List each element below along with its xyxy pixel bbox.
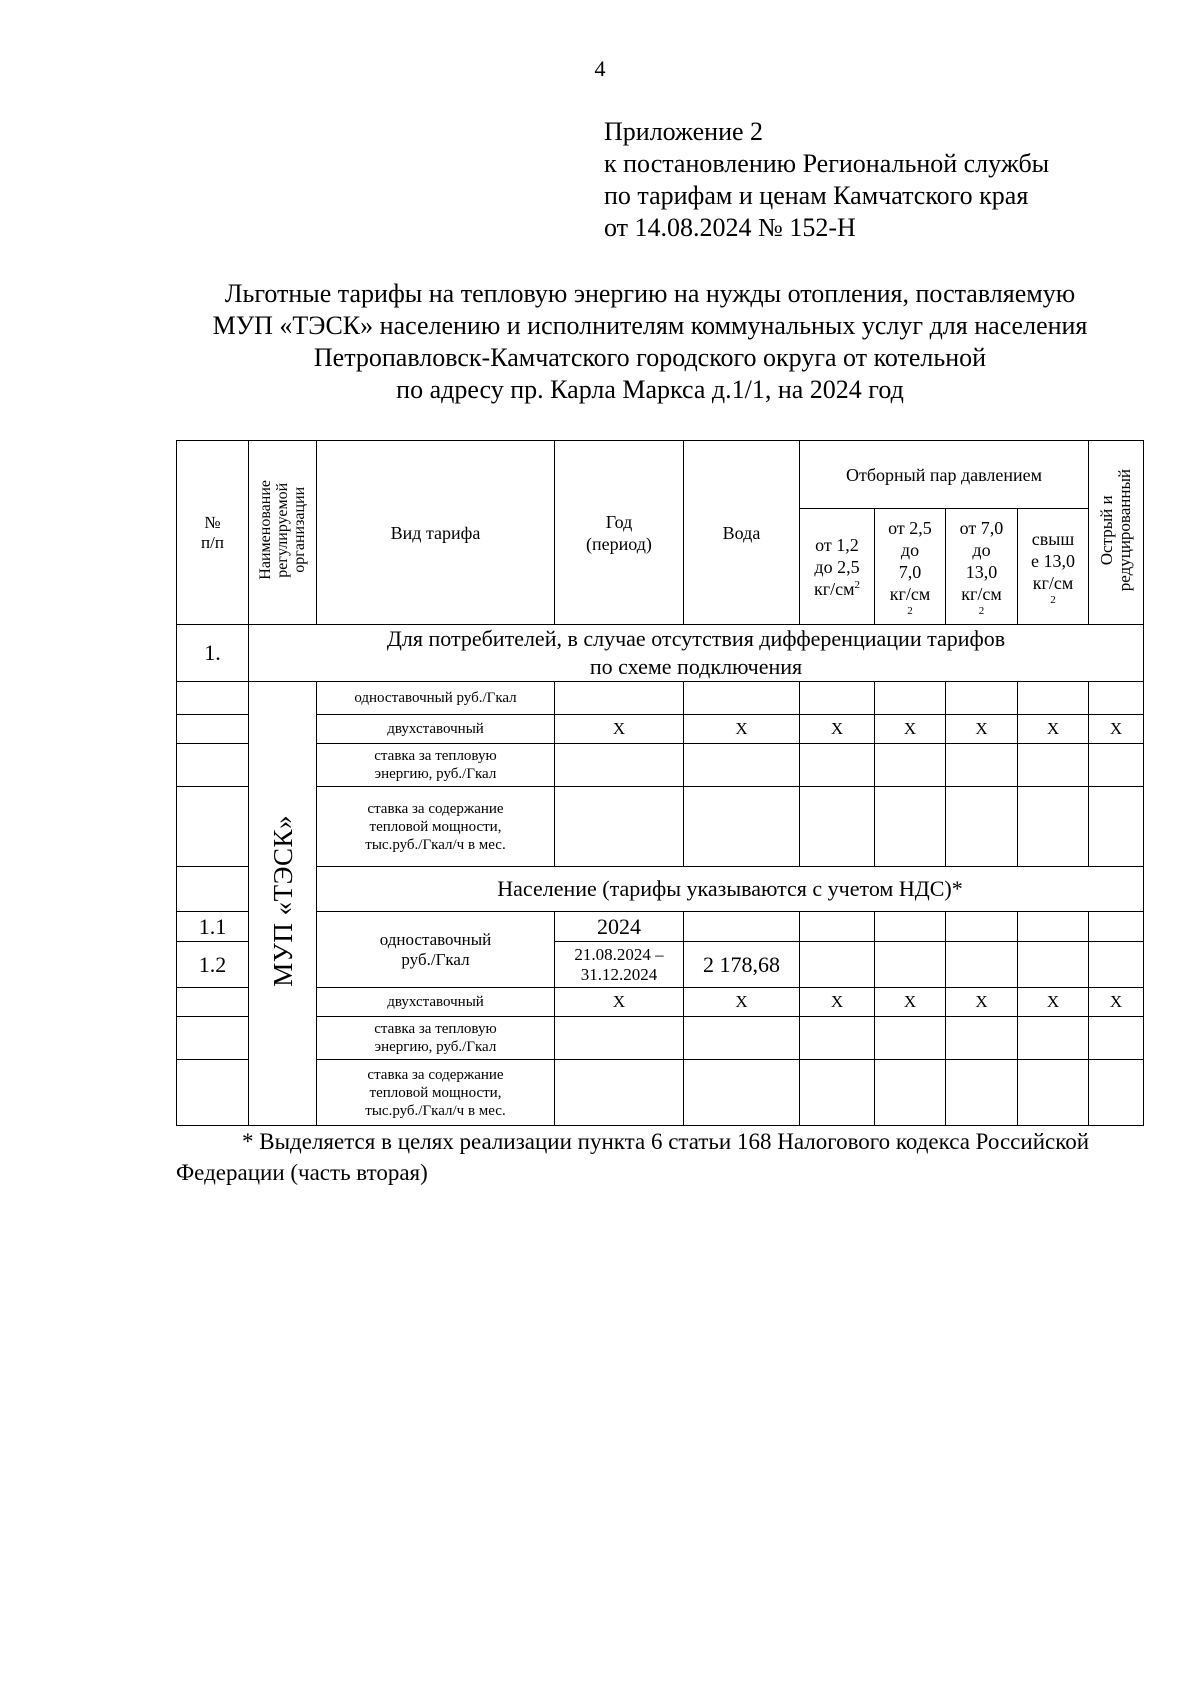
tariff-type-cell: двухставочный	[317, 988, 555, 1017]
period-cell: 21.08.2024 – 31.12.2024	[555, 942, 684, 988]
num-cell: 1.1	[177, 912, 249, 942]
value-cell	[1089, 912, 1144, 942]
value-cell	[800, 1017, 875, 1060]
value-cell	[1089, 1017, 1144, 1060]
footnote-line: Федерации (часть вторая)	[176, 1160, 428, 1185]
tariff-type-cell: ставка за тепловую энергию, руб./Гкал	[317, 744, 555, 787]
table-row	[177, 787, 1144, 867]
title-line: Льготные тарифы на тепловую энергию на нужды отопления, поставляемую	[224, 279, 1076, 308]
value-cell	[800, 682, 875, 715]
x-mark: Х	[946, 988, 1018, 1017]
appendix-header	[604, 116, 1049, 244]
x-mark: Х	[1018, 988, 1089, 1017]
value-cell	[875, 1060, 946, 1126]
value-cell	[946, 787, 1018, 867]
value-cell	[1089, 787, 1144, 867]
num-cell	[177, 787, 249, 867]
value-cell	[946, 682, 1018, 715]
footnote-line: * Выделяется в целях реализации пункта 6 статьи 168 Налогового кодекса Российской	[242, 1129, 1090, 1154]
value-cell	[555, 787, 684, 867]
x-mark: Х	[875, 715, 946, 744]
value-cell	[684, 912, 800, 942]
value-cell	[1089, 942, 1144, 988]
table-row	[177, 912, 1144, 942]
footnote	[176, 1126, 1148, 1188]
tariff-type-cell: ставка за тепловую энергию, руб./Гкал	[317, 1017, 555, 1060]
appendix-line: к постановлению Региональной службы	[604, 149, 1050, 178]
header-year: Год (период)	[555, 441, 684, 625]
value-cell	[684, 744, 800, 787]
section-1-row	[177, 625, 1144, 682]
value-cell	[1018, 1060, 1089, 1126]
value-cell	[875, 942, 946, 988]
header-steam-1: от 1,2 до 2,5 $кг/см^2$	[800, 509, 875, 625]
num-cell	[177, 682, 249, 715]
value-cell	[800, 942, 875, 988]
value-cell	[1018, 744, 1089, 787]
num-cell	[177, 715, 249, 744]
x-mark: Х	[800, 715, 875, 744]
appendix-line: Приложение 2	[604, 117, 764, 146]
x-mark: Х	[946, 715, 1018, 744]
header-steam-sharp: Острый и редуцированный	[1089, 441, 1144, 625]
document-title	[150, 278, 1150, 406]
value-cell	[946, 744, 1018, 787]
value-cell	[1018, 682, 1089, 715]
num-cell: 1.2	[177, 942, 249, 988]
tariff-type-cell: одноставочный руб./Гкал	[317, 912, 555, 988]
tariff-type-cell: ставка за содержание тепловой мощности, тыс.руб./Гкал/ч в мес.	[317, 1060, 555, 1126]
value-cell	[555, 682, 684, 715]
x-mark: Х	[1089, 988, 1144, 1017]
appendix-line: по тарифам и ценам Камчатского края	[604, 181, 1029, 210]
value-cell	[800, 787, 875, 867]
title-line: Петропавловск-Камчатского городского округа от котельной	[313, 343, 987, 372]
value-cell	[800, 744, 875, 787]
table-row	[177, 1017, 1144, 1060]
section-1-title: Для потребителей, в случае отсутствия дифференциации тарифов по схеме подключения	[249, 625, 1144, 682]
num-cell	[177, 1017, 249, 1060]
table-row	[177, 988, 1144, 1017]
year-cell: 2024	[555, 912, 684, 942]
x-mark: Х	[875, 988, 946, 1017]
header-row	[177, 441, 1144, 509]
table-row	[177, 744, 1144, 787]
table-row	[177, 1060, 1144, 1126]
section-2-row	[177, 867, 1144, 912]
x-mark: Х	[1089, 715, 1144, 744]
value-cell	[1089, 744, 1144, 787]
org-name-cell: МУП «ТЭСК»	[249, 682, 317, 1126]
num-cell	[177, 867, 249, 912]
value-cell	[1018, 1017, 1089, 1060]
table-row	[177, 682, 1144, 715]
title-line: по адресу пр. Карла Маркса д.1/1, на 2024 год	[396, 375, 904, 404]
header-tariff-type: Вид тарифа	[317, 441, 555, 625]
value-cell	[946, 942, 1018, 988]
value-cell	[684, 682, 800, 715]
value-cell	[946, 1017, 1018, 1060]
header-steam-group: Отборный пар давлением	[800, 441, 1089, 509]
value-cell	[875, 912, 946, 942]
num-cell	[177, 744, 249, 787]
header-steam-2: от 2,5 до 7,0 кг/см 2	[875, 509, 946, 625]
x-mark: Х	[1018, 715, 1089, 744]
value-cell	[1018, 787, 1089, 867]
x-mark: Х	[684, 715, 800, 744]
value-cell	[555, 1060, 684, 1126]
value-cell	[555, 1017, 684, 1060]
x-mark: Х	[800, 988, 875, 1017]
value-cell	[946, 912, 1018, 942]
value-cell	[1089, 1060, 1144, 1126]
value-cell	[946, 1060, 1018, 1126]
value-cell	[684, 787, 800, 867]
appendix-line: от 14.08.2024 № 152-Н	[604, 213, 856, 242]
section-2-title: Население (тарифы указываются с учетом НДС)*	[317, 867, 1144, 912]
value-cell	[800, 912, 875, 942]
section-1-num: 1.	[177, 625, 249, 682]
value-cell	[1089, 682, 1144, 715]
value-cell	[875, 682, 946, 715]
num-cell	[177, 988, 249, 1017]
header-steam-3: от 7,0 до 13,0 кг/см 2	[946, 509, 1018, 625]
x-mark: Х	[555, 988, 684, 1017]
value-cell	[875, 1017, 946, 1060]
num-cell	[177, 1060, 249, 1126]
value-cell	[1018, 942, 1089, 988]
value-cell	[1018, 912, 1089, 942]
table-row	[177, 715, 1144, 744]
tariff-type-cell: двухставочный	[317, 715, 555, 744]
header-steam-4: свыш е 13,0 кг/см 2	[1018, 509, 1089, 625]
value-cell	[684, 1060, 800, 1126]
value-cell	[800, 1060, 875, 1126]
page-number: 4	[594, 56, 606, 81]
header-water: Вода	[684, 441, 800, 625]
water-value-cell: 2 178,68	[684, 942, 800, 988]
tariff-type-cell: одноставочный руб./Гкал	[317, 682, 555, 715]
value-cell	[684, 1017, 800, 1060]
tariff-table	[176, 440, 1144, 1126]
header-num: № п/п	[177, 441, 249, 625]
value-cell	[875, 787, 946, 867]
tariff-type-cell: ставка за содержание тепловой мощности, тыс.руб./Гкал/ч в мес.	[317, 787, 555, 867]
value-cell	[555, 744, 684, 787]
title-line: МУП «ТЭСК» населению и исполнителям коммунальных услуг для населения	[212, 311, 1088, 340]
value-cell	[875, 744, 946, 787]
x-mark: Х	[684, 988, 800, 1017]
header-org: Наименование регулируемой организации	[249, 441, 317, 625]
x-mark: Х	[555, 715, 684, 744]
